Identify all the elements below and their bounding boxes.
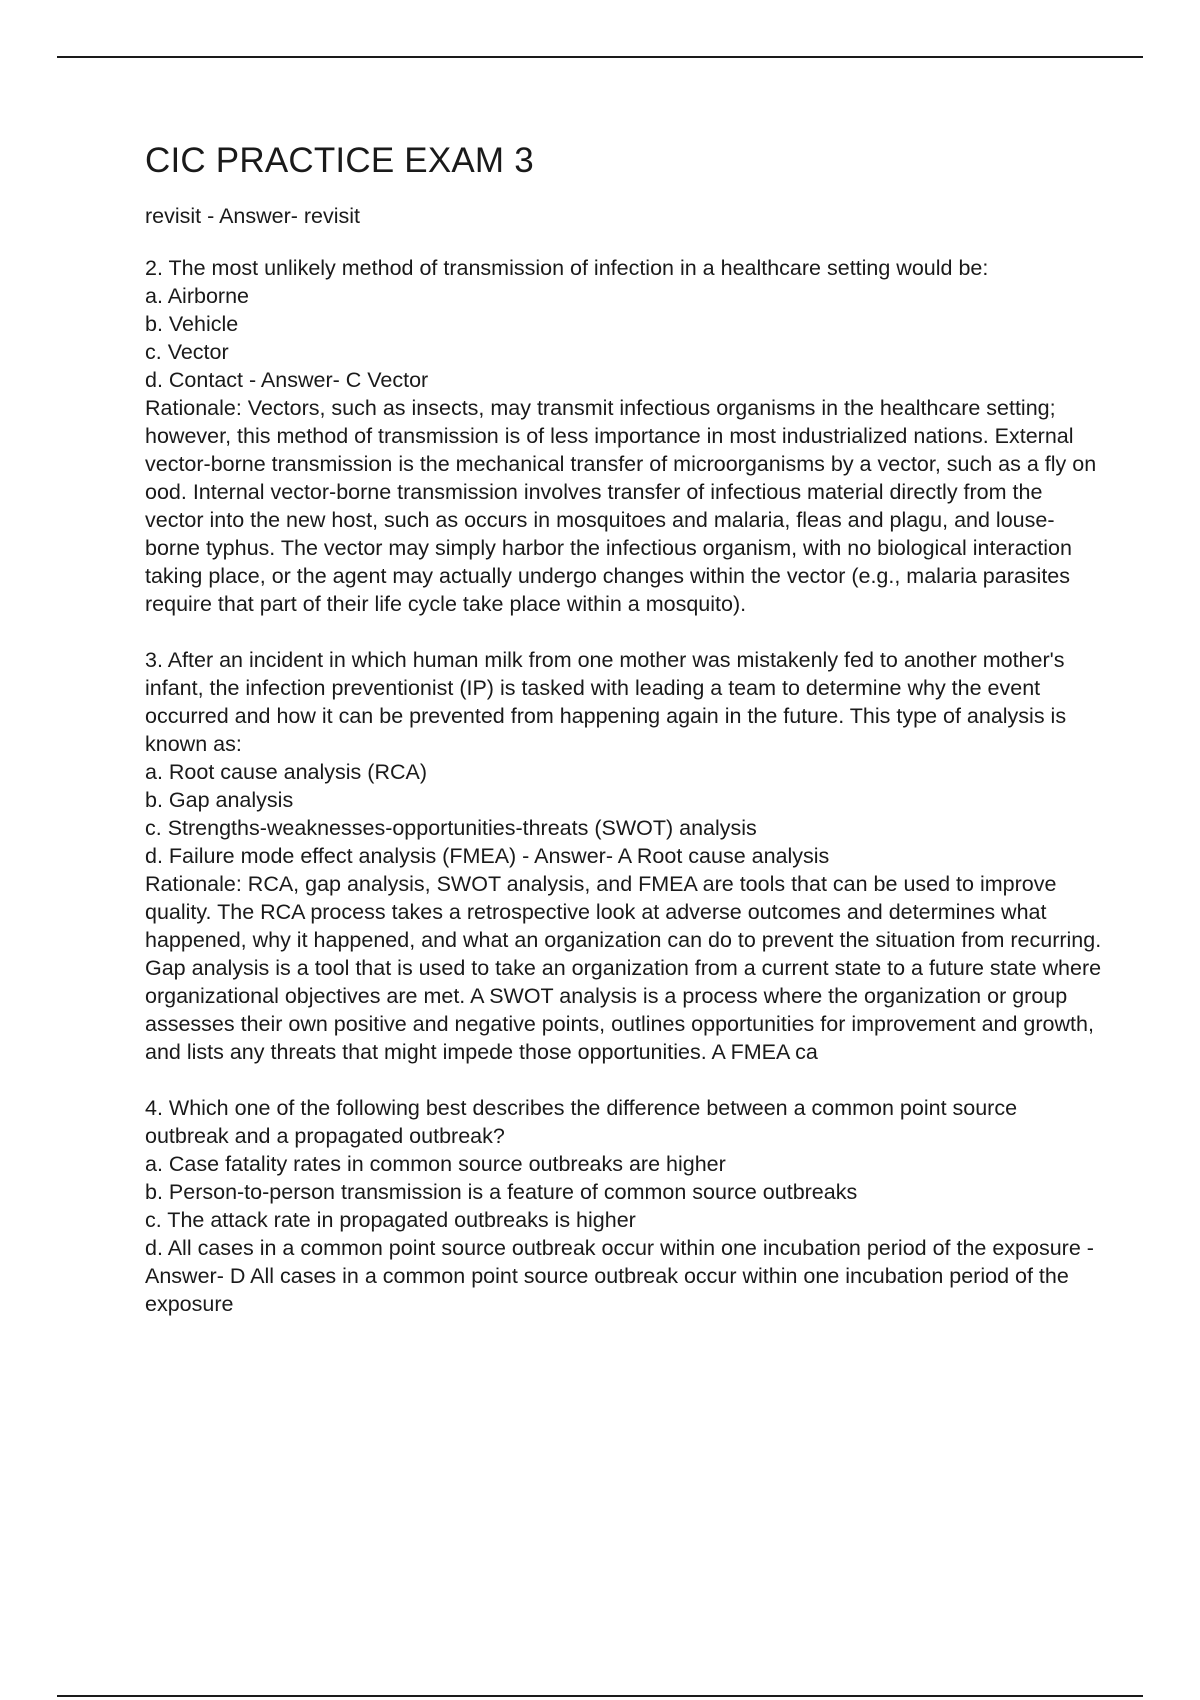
question-option: a. Case fatality rates in common source outbreaks are higher <box>145 1152 726 1176</box>
intro-line: revisit - Answer- revisit <box>145 204 361 228</box>
question-stem: 3. After an incident in which human milk from one mother was mistakenly fed to another mother's infant, the infection preventionist (IP) is tasked with leading a team to determine why the event occurred and how it can be prevented from happening again in the future. This type of analysis is known as: <box>145 648 1067 756</box>
bottom-rule <box>57 1695 1143 1697</box>
question-option-with-answer: d. All cases in a common point source outbreak occur within one incubation period of the exposure - Answer- D All cases in a common point source outbreak occur within one incubation period of the exposure <box>145 1236 1094 1316</box>
question-option: b. Person-to-person transmission is a feature of common source outbreaks <box>145 1180 858 1204</box>
question-option: c. The attack rate in propagated outbreaks is higher <box>145 1208 636 1232</box>
question-rationale: Rationale: RCA, gap analysis, SWOT analysis, and FMEA are tools that can be used to improve quality. The RCA process takes a retrospective look at adverse outcomes and determines what happened, why it happened, and what an organization can do to prevent the situation from recurring. Gap analysis is a tool that is used to take an organization from a current state to a future state where organizational objectives are met. A SWOT analysis is a process where the organization or group assesses their own positive and negative points, outlines opportunities for improvement and growth, and lists any threats that might impede those opportunities. A FMEA ca <box>145 872 1102 1064</box>
question-rationale: Rationale: Vectors, such as insects, may transmit infectious organisms in the healthcare setting; however, this method of transmission is of less importance in most industrialized nations. External vector-borne transmission is the mechanical transfer of microorganisms by a vector, such as a fly on ood. Internal vector-borne transmission involves transfer of infectious material directly from the vector into the new host, such as occurs in mosquitoes and malaria, fleas and plagu, and louse-borne typhus. The vector may simply harbor the infectious organism, with no biological interaction taking place, or the agent may actually undergo changes within the vector (e.g., malaria parasites require that part of their life cycle take place within a mosquito). <box>145 396 1097 616</box>
document-title: CIC PRACTICE EXAM 3 <box>145 141 534 180</box>
question-option: a. Airborne <box>145 284 249 308</box>
question-option-with-answer: d. Failure mode effect analysis (FMEA) - Answer- A Root cause analysis <box>145 844 830 868</box>
question-2 <box>145 254 1105 618</box>
document-body <box>145 140 1105 1346</box>
question-option-with-answer: d. Contact - Answer- C Vector <box>145 368 429 392</box>
question-option: a. Root cause analysis (RCA) <box>145 760 427 784</box>
top-rule <box>57 56 1143 58</box>
question-stem: 2. The most unlikely method of transmission of infection in a healthcare setting would be: <box>145 256 989 280</box>
question-option: b. Gap analysis <box>145 788 294 812</box>
question-option: c. Strengths-weaknesses-opportunities-threats (SWOT) analysis <box>145 816 757 840</box>
question-option: c. Vector <box>145 340 229 364</box>
question-4 <box>145 1094 1105 1318</box>
question-stem: 4. Which one of the following best describes the difference between a common point source outbreak and a propagated outbreak? <box>145 1096 1018 1148</box>
question-option: b. Vehicle <box>145 312 239 336</box>
question-3 <box>145 646 1105 1066</box>
